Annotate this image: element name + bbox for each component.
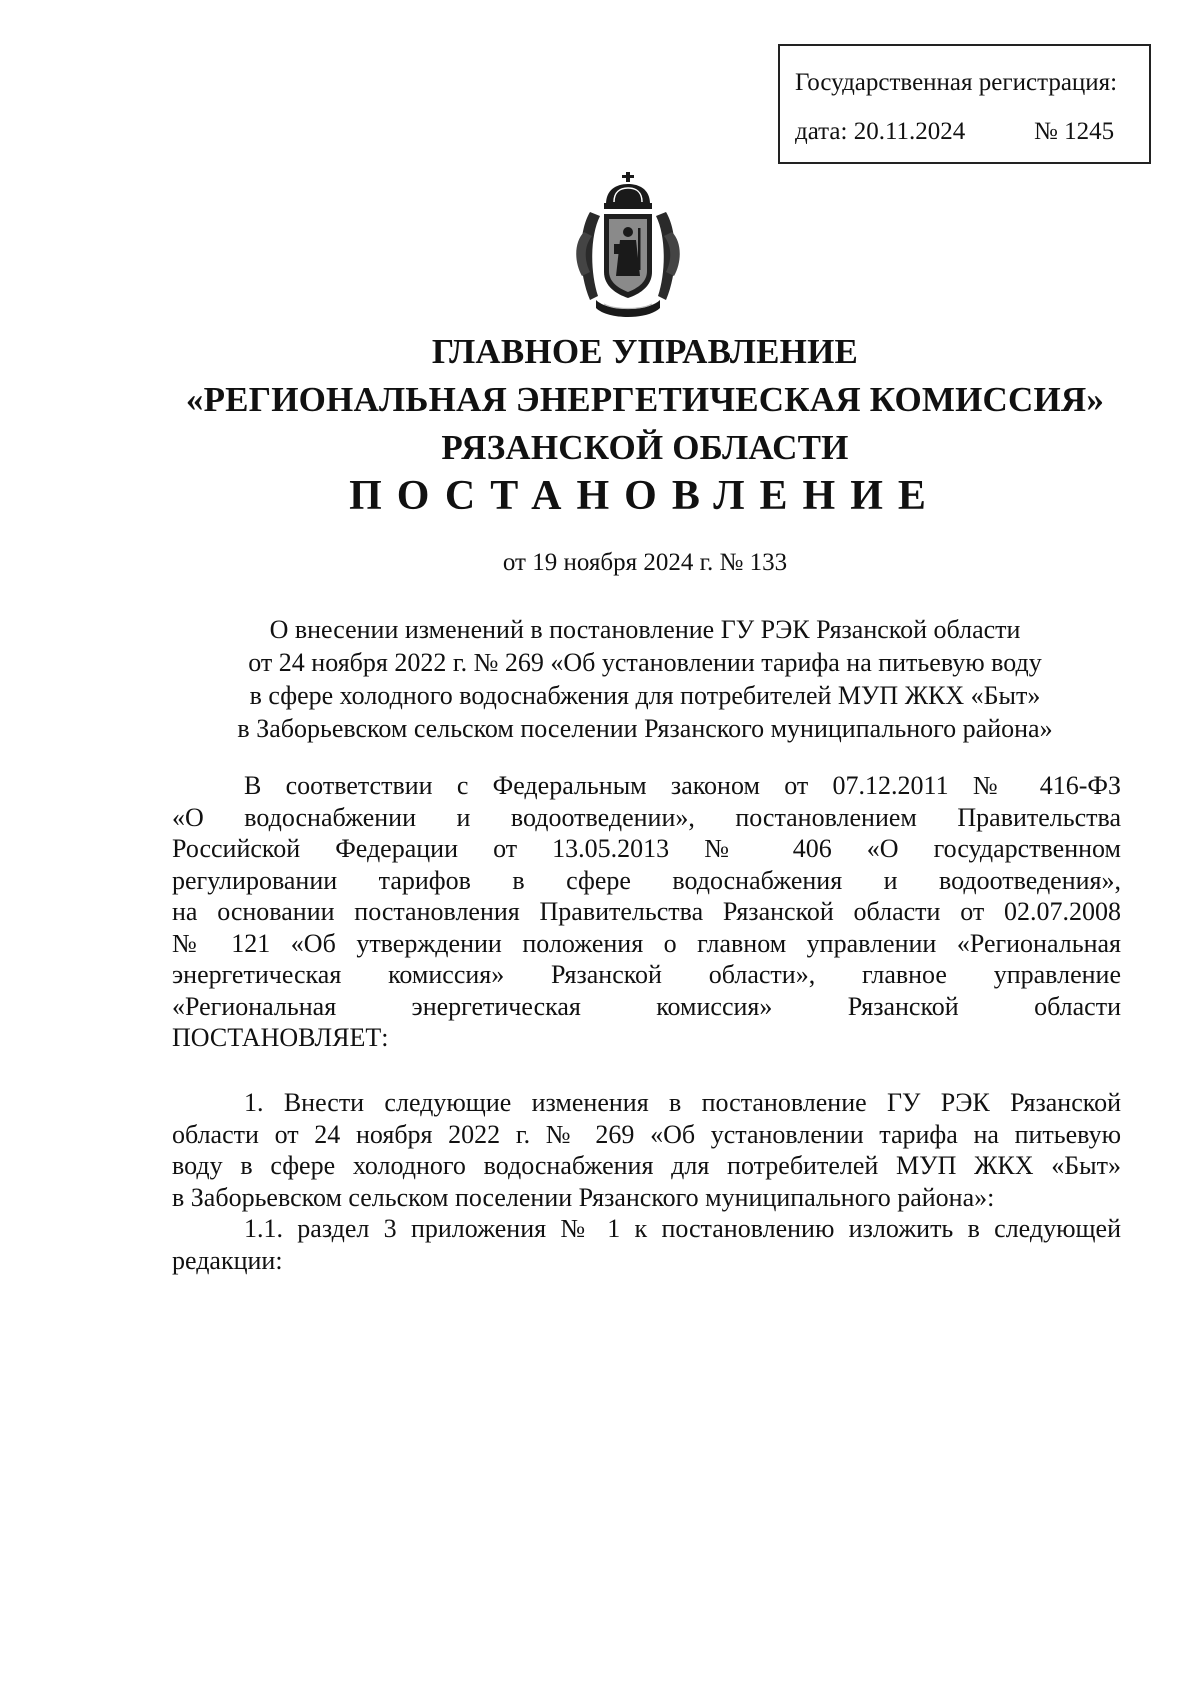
registration-title: Государственная регистрация: bbox=[795, 69, 1118, 96]
item-1-line: 1. Внести следующие изменения в постановление ГУ РЭК Рязанской bbox=[244, 1088, 1121, 1117]
organization-name bbox=[60, 328, 1200, 472]
organization-line: «РЕГИОНАЛЬНАЯ ЭНЕРГЕТИЧЕСКАЯ КОМИССИЯ» bbox=[185, 380, 1105, 419]
preamble-line: В соответствии с Федеральным законом от 07.12.2011 № 416-ФЗ bbox=[244, 771, 1121, 800]
item-1-1-paragraph bbox=[172, 1213, 1121, 1276]
subject-line: в Заборьевском сельском поселении Рязанского муниципального района» bbox=[237, 714, 1053, 743]
document-date-number: от 19 ноября 2024 г. № 133 bbox=[502, 549, 788, 576]
organization-line: РЯЗАНСКОЙ ОБЛАСТИ bbox=[441, 428, 849, 467]
preamble-line: ПОСТАНОВЛЯЕТ: bbox=[172, 1023, 389, 1052]
preamble-line: Российской Федерации от 13.05.2013 № 406 «О государственном bbox=[172, 834, 1121, 863]
item-1-1-line: редакции: bbox=[172, 1245, 283, 1275]
preamble-line: «О водоснабжении и водоотведении», постановлением Правительства bbox=[172, 802, 1121, 832]
subject-line: в сфере холодного водоснабжения для потребителей МУП ЖКХ «Быт» bbox=[249, 681, 1041, 710]
organization-line: ГЛАВНОЕ УПРАВЛЕНИЕ bbox=[431, 332, 859, 371]
item-1-paragraph bbox=[172, 1087, 1121, 1213]
registration-number: № 1245 bbox=[1034, 118, 1115, 145]
preamble-paragraph bbox=[172, 770, 1121, 1054]
preamble-line: «Региональная энергетическая комиссия» Рязанской области bbox=[172, 991, 1121, 1021]
ryazan-coat-of-arms-icon bbox=[568, 172, 688, 322]
preamble-line: энергетическая комиссия» Рязанской области», главное управление bbox=[172, 960, 1121, 989]
item-1-line: области от 24 ноября 2022 г. № 269 «Об установлении тарифа на питьевую bbox=[172, 1119, 1121, 1149]
registration-date: дата: 20.11.2024 bbox=[795, 118, 966, 145]
subject-line: от 24 ноября 2022 г. № 269 «Об установлении тарифа на питьевую воду bbox=[248, 648, 1042, 677]
document-subject bbox=[60, 613, 1200, 745]
subject-line: О внесении изменений в постановление ГУ РЭК Рязанской области bbox=[269, 615, 1021, 644]
item-1-line: воду в сфере холодного водоснабжения для потребителей МУП ЖКХ «Быт» bbox=[172, 1151, 1121, 1180]
preamble-line: на основании постановления Правительства Рязанской области от 02.07.2008 bbox=[172, 897, 1121, 926]
item-1-line: в Заборьевском сельском поселении Рязанского муниципального района»: bbox=[172, 1182, 995, 1212]
document-type: ПОСТАНОВЛЕНИЕ bbox=[349, 473, 941, 519]
item-1-1-line: 1.1. раздел 3 приложения № 1 к постановлению изложить в следующей bbox=[244, 1214, 1121, 1243]
preamble-line: регулировании тарифов в сфере водоснабжения и водоотведения», bbox=[172, 865, 1121, 895]
registration-stamp bbox=[778, 44, 1151, 164]
preamble-line: № 121 «Об утверждении положения о главном управлении «Региональная bbox=[172, 928, 1121, 958]
